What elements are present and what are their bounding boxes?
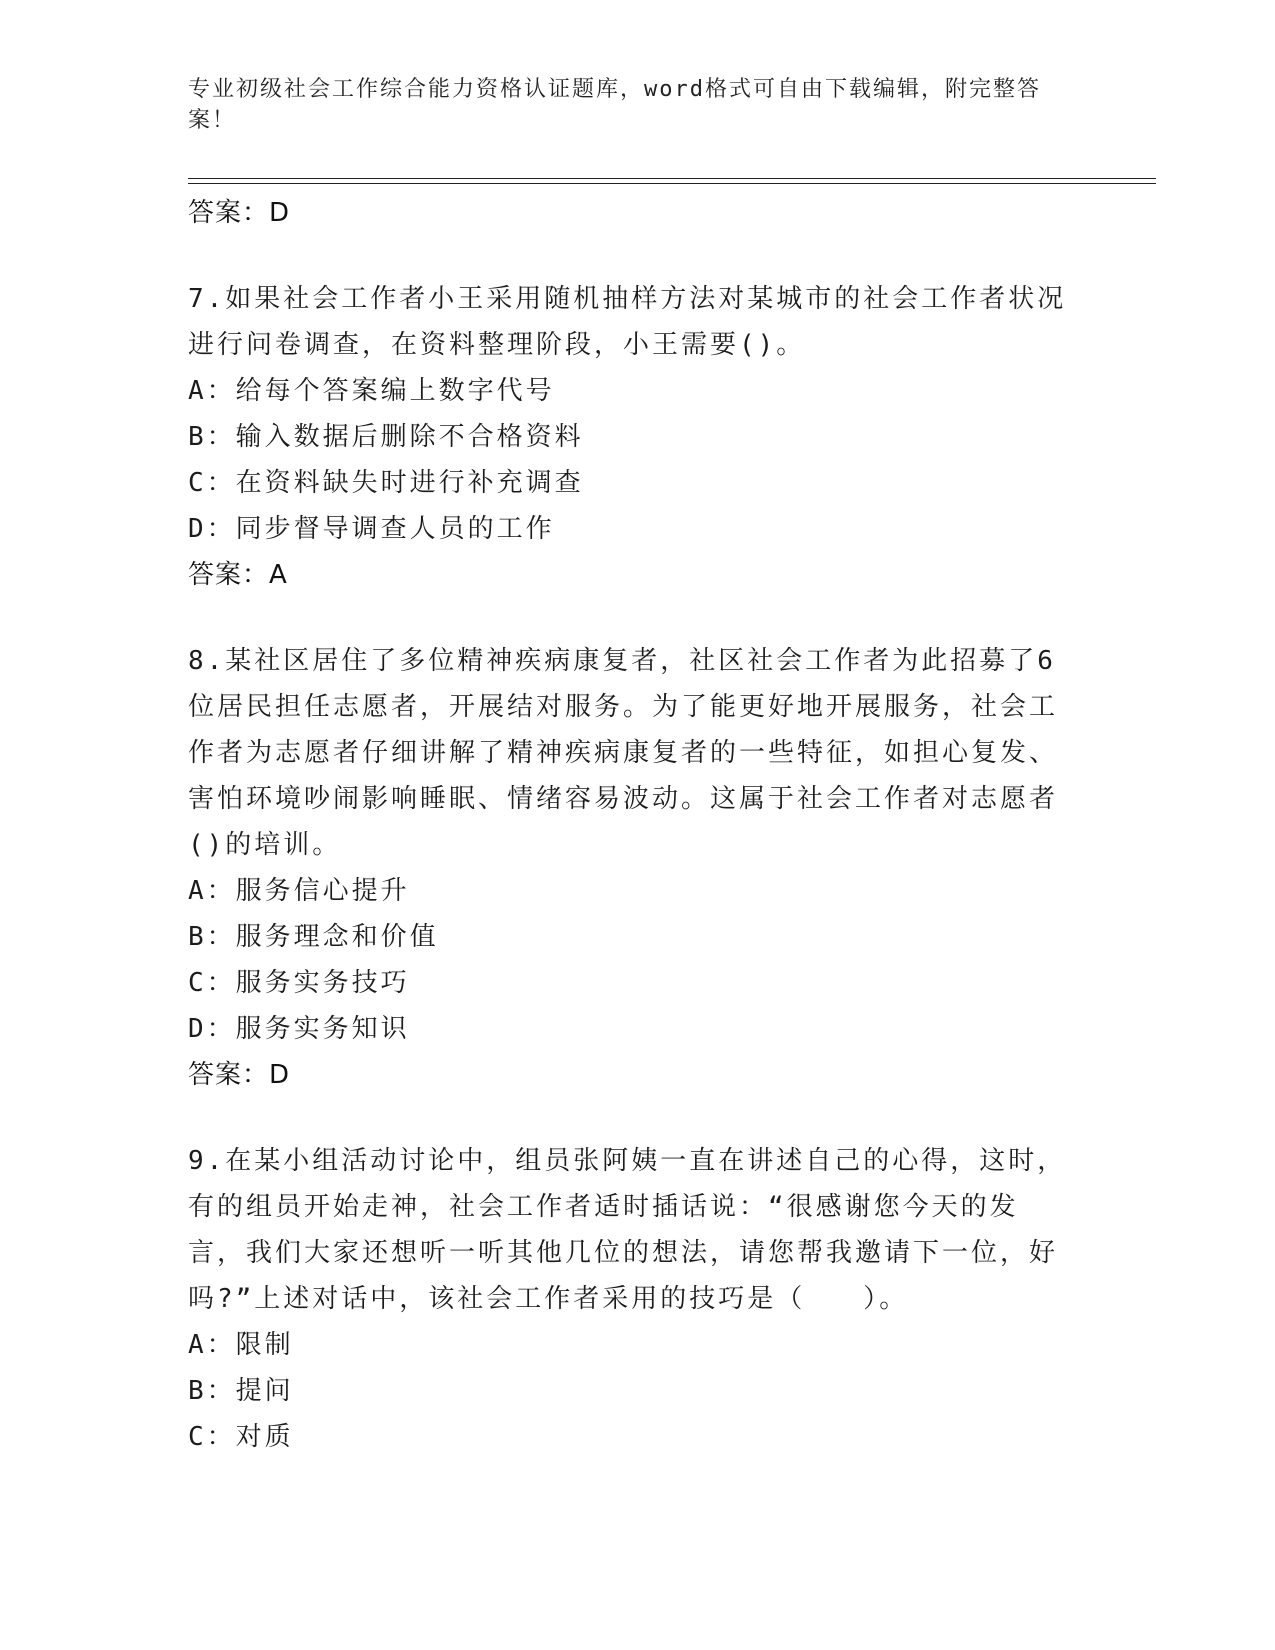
answer-line: 答案：A xyxy=(188,560,288,590)
option-c: C：在资料缺失时进行补充调查 xyxy=(188,468,584,498)
option-a: A：限制 xyxy=(188,1330,294,1360)
question-9 xyxy=(188,1138,1068,1460)
option-c: C：对质 xyxy=(188,1422,294,1452)
previous-answer: 答案：D xyxy=(188,198,291,228)
question-7 xyxy=(188,276,1068,598)
option-b: B：提问 xyxy=(188,1376,294,1406)
option-b: B：输入数据后删除不合格资料 xyxy=(188,422,584,452)
question-8 xyxy=(188,638,1068,1098)
spacer xyxy=(188,1098,1068,1138)
option-a: A：给每个答案编上数字代号 xyxy=(188,376,555,406)
option-b: B：服务理念和价值 xyxy=(188,922,439,952)
option-c: C：服务实务技巧 xyxy=(188,968,410,998)
option-d: D：同步督导调查人员的工作 xyxy=(188,514,555,544)
spacer xyxy=(188,236,1068,276)
option-d: D：服务实务知识 xyxy=(188,1014,410,1044)
answer-line: 答案：D xyxy=(188,1060,291,1090)
option-a: A：服务信心提升 xyxy=(188,876,410,906)
spacer xyxy=(188,598,1068,638)
header-rule-bottom xyxy=(188,183,1156,184)
question-stem: 7.如果社会工作者小王采用随机抽样方法对某城市的社会工作者状况进行问卷调查，在资料整理阶段，小王需要()。 xyxy=(188,284,1067,360)
header-rule-top xyxy=(188,178,1156,179)
question-stem: 9.在某小组活动讨论中，组员张阿姨一直在讲述自己的心得，这时，有的组员开始走神，社会工作者适时插话说：“很感谢您今天的发言，我们大家还想听一听其他几位的想法，请您帮我邀请下一位，好吗?”上述对话中，该社会工作者采用的技巧是（ ）。 xyxy=(188,1146,1067,1314)
question-stem: 8.某社区居住了多位精神疾病康复者，社区社会工作者为此招募了6位居民担任志愿者，开展结对服务。为了能更好地开展服务，社会工作者为志愿者仔细讲解了精神疾病康复者的一些特征，如担心复发、害怕环境吵闹影响睡眠、情绪容易波动。这属于社会工作者对志愿者()的培训。 xyxy=(188,646,1059,860)
page-header-text: 专业初级社会工作综合能力资格认证题库，word格式可自由下载编辑，附完整答案！ xyxy=(188,77,1041,133)
question-list xyxy=(188,190,1068,1460)
